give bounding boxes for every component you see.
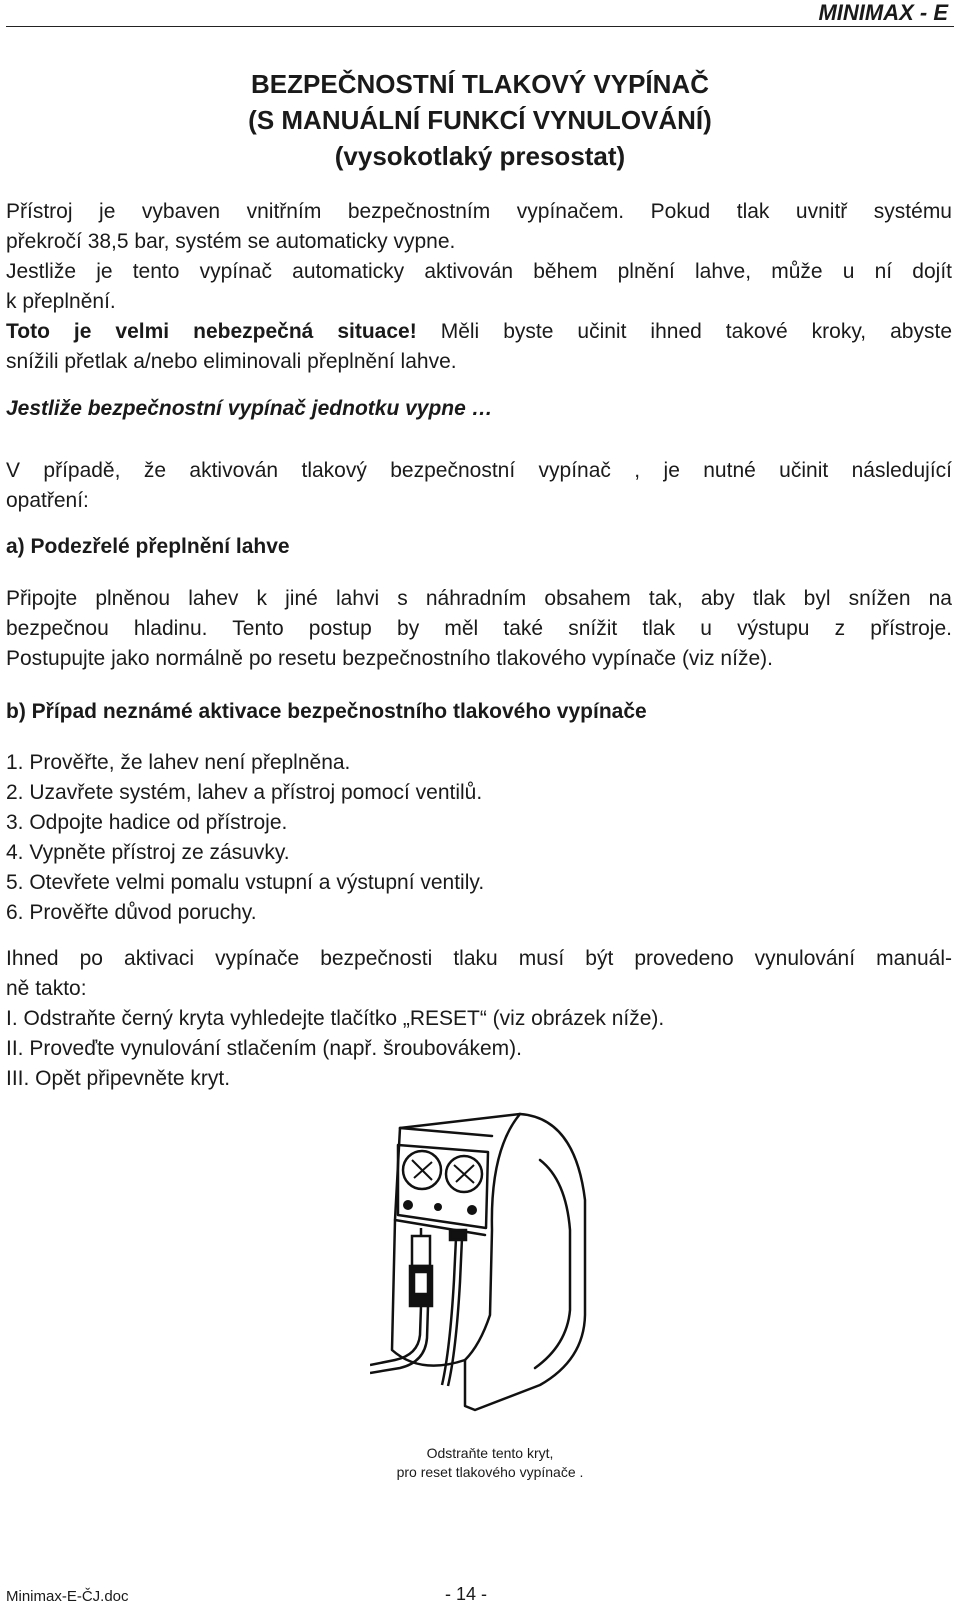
step-item: 3. Odpojte hadice od přístroje. — [6, 811, 288, 834]
intro-line-4: k přeplnění. — [6, 290, 116, 313]
caption-line-2: pro reset tlakového vypínače . — [396, 1464, 584, 1480]
step-item: 6. Prověřte důvod poruchy. — [6, 901, 257, 924]
case-a-heading: a) Podezřelé přeplnění lahve — [6, 535, 290, 558]
section-heading: Jestliže bezpečnostní vypínač jednotku vypne … — [6, 397, 493, 420]
intro-line-6: snížili přetlak a/nebo eliminovali přeplnění lahve. — [6, 350, 457, 373]
title-line-3: (vysokotlaký presostat) — [334, 141, 626, 171]
reset-line-2: ně takto: — [6, 977, 87, 1000]
case-a-paragraph — [6, 584, 952, 674]
caption-line-1: Odstraňte tento kryt, — [426, 1445, 554, 1461]
step-item: 1. Prověřte, že lahev není přeplněna. — [6, 751, 351, 774]
page-title — [0, 66, 960, 174]
measures-line-2: opatření: — [6, 489, 89, 512]
footer-page-number: - 14 - — [445, 1584, 488, 1604]
case-a-line-3: Postupujte jako normálně po resetu bezpečnostního tlakového vypínače (viz níže). — [6, 647, 773, 670]
reset-line-3: I. Odstraňte černý kryta vyhledejte tlačítko „RESET“ (viz obrázek níže). — [6, 1007, 665, 1030]
reset-line-4: II. Proveďte vynulování stlačením (např. šroubovákem). — [6, 1037, 522, 1060]
warning-text: Toto je velmi nebezpečná situace! — [6, 320, 417, 343]
intro-line-5-rest: Měli byste učinit ihned takové kroky, abyste — [416, 320, 952, 343]
case-a-line-1: Připojte plněnou lahev k jiné lahvi s náhradním obsahem tak, aby tlak byl snížen na — [6, 587, 952, 610]
case-b-heading: b) Případ neznámé aktivace bezpečnostního tlakového vypínače — [6, 700, 647, 723]
intro-line-5 — [6, 317, 952, 347]
intro-line-1: Přístroj je vybaven vnitřním bezpečnostním vypínačem. Pokud tlak uvnitř systému — [6, 200, 952, 223]
case-b-steps — [6, 748, 952, 928]
step-item: 2. Uzavřete systém, lahev a přístroj pomocí ventilů. — [6, 781, 483, 804]
reset-paragraph — [6, 944, 952, 1094]
measures-line-1: V případě, že aktivován tlakový bezpečnostní vypínač , je nutné učinit následující — [6, 459, 952, 482]
reset-line-1: Ihned po aktivaci vypínače bezpečnosti tlaku musí být provedeno vynulování manuál- — [6, 947, 952, 970]
measures-paragraph — [6, 456, 952, 516]
step-item: 4. Vypněte přístroj ze zásuvky. — [6, 841, 290, 864]
title-line-2: (S MANUÁLNÍ FUNKCÍ VYNULOVÁNÍ) — [248, 105, 712, 135]
step-item: 5. Otevřete velmi pomalu vstupní a výstupní ventily. — [6, 871, 485, 894]
reset-line-5: III. Opět připevněte kryt. — [6, 1067, 231, 1090]
illustration-caption — [330, 1444, 650, 1482]
device-illustration — [370, 1110, 590, 1430]
title-line-1: BEZPEČNOSTNÍ TLAKOVÝ VYPÍNAČ — [251, 69, 709, 99]
header-rule — [6, 26, 954, 27]
header-title: MINIMAX - E — [818, 0, 948, 25]
intro-paragraph — [6, 197, 952, 377]
case-a-line-2: bezpečnou hladinu. Tento postup by měl také snížit tlak u výstupu z přístroje. — [6, 617, 952, 640]
intro-line-2: překročí 38,5 bar, systém se automaticky vypne. — [6, 230, 456, 253]
intro-line-3: Jestliže je tento vypínač automaticky aktivován během plnění lahve, může u ní dojít — [6, 260, 952, 283]
footer-filename: Minimax-E-ČJ.doc — [6, 1588, 129, 1605]
